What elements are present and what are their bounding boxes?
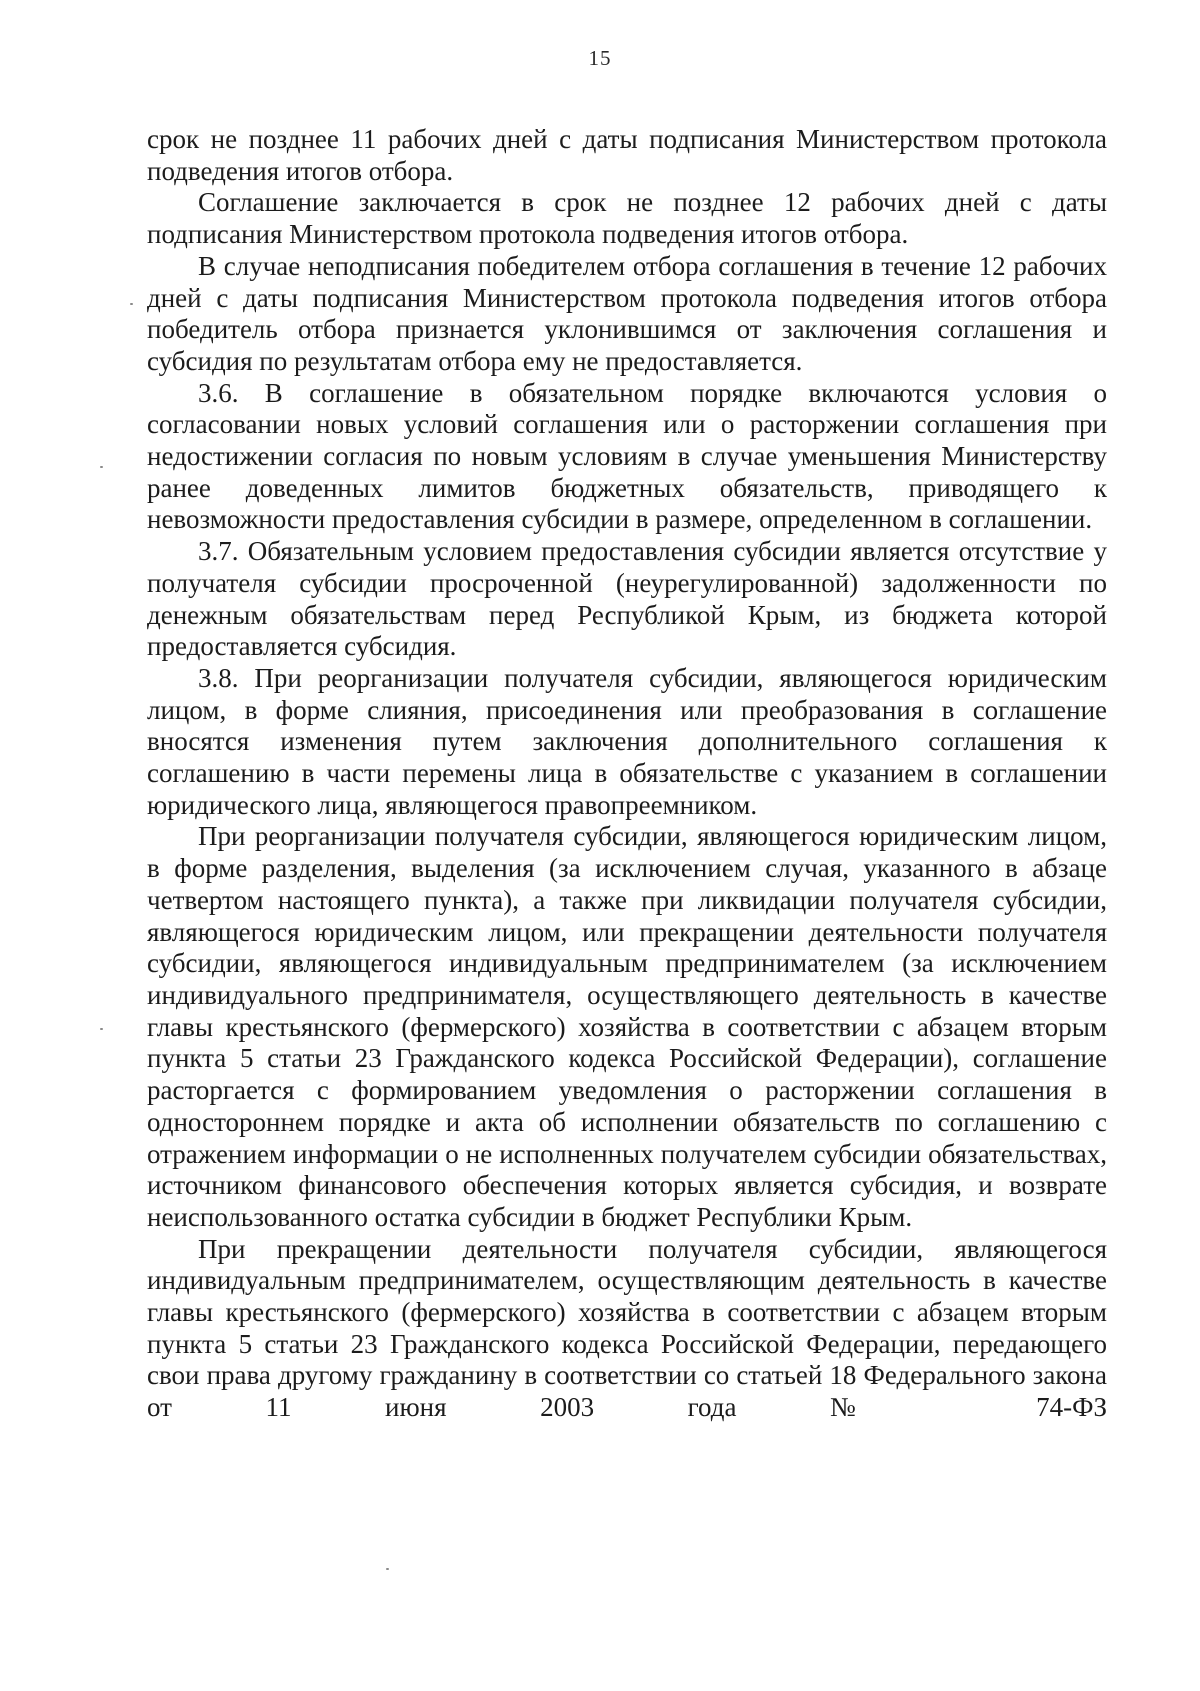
scan-speck xyxy=(130,303,133,305)
scan-speck xyxy=(386,1568,389,1570)
paragraph-3-8: 3.8. При реорганизации получателя субсидии, являющегося юридическим лицом, в форме слияния, присоединения или преобразования в соглашение вносятся изменения путем заключения дополнительного соглашения к соглашению в части перемены лица в обязательстве с указанием в соглашении юридического лица, являющегося правопреемником. xyxy=(147,662,1107,820)
paragraph-reorganization: При реорганизации получателя субсидии, являющегося юридическим лицом, в форме разделения, выделения (за исключением случая, указанного в абзаце четвертом настоящего пункта), а также при ликвидации получателя субсидии, являющегося юридическим лицом, или прекращении деятельности получателя субсидии, являющегося индивидуальным предпринимателем (за исключением индивидуального предпринимателя, осуществляющего деятельность в качестве главы крестьянского (фермерского) хозяйства в соответствии с абзацем вторым пункта 5 статьи 23 Гражданского кодекса Российской Федерации), соглашение расторгается с формированием уведомления о расторжении соглашения в одностороннем порядке и акта об исполнении обязательств по соглашению с отражением информации о не исполненных получателем субсидии обязательствах, источником финансового обеспечения которых является субсидия, и возврате неиспользованного остатка субсидии в бюджет Республики Крым. xyxy=(147,821,1107,1232)
paragraph-continuation: срок не позднее 11 рабочих дней с даты подписания Министерством протокола подведения итогов отбора. xyxy=(147,124,1107,186)
scan-speck xyxy=(100,1028,103,1030)
paragraph-termination: При прекращении деятельности получателя субсидии, являющегося индивидуальным предпринимателем, осуществляющим деятельность в качестве главы крестьянского (фермерского) хозяйства в соответствии с абзацем вторым пункта 5 статьи 23 Гражданского кодекса Российской Федерации, передающего свои права другому гражданину в соответствии со статьей 18 Федерального закона от 11 июня 2003 года № 74-ФЗ xyxy=(147,1233,1107,1423)
paragraph-3-7: 3.7. Обязательным условием предоставления субсидии является отсутствие у получателя субсидии просроченной (неурегулированной) задолженности по денежным обязательствам перед Республикой Крым, из бюджета которой предоставляется субсидия. xyxy=(147,536,1107,662)
page-number: 15 xyxy=(588,46,612,70)
paragraph-agreement-term: Соглашение заключается в срок не позднее 12 рабочих дней с даты подписания Министерством протокола подведения итогов отбора. xyxy=(147,187,1107,250)
paragraph-non-signing: В случае неподписания победителем отбора соглашения в течение 12 рабочих дней с даты подписания Министерством протокола подведения итогов отбора победитель отбора признается уклонившимся от заключения соглашения и субсидия по результатам отбора ему не предоставляется. xyxy=(147,250,1107,376)
paragraph-3-6: 3.6. В соглашение в обязательном порядке включаются условия о согласовании новых условий соглашения или о расторжении соглашения при недостижении согласия по новым условиям в случае уменьшения Министерству ранее доведенных лимитов бюджетных обязательств, приводящего к невозможности предоставления субсидии в размере, определенном в соглашении. xyxy=(147,377,1107,535)
scan-speck xyxy=(100,466,103,468)
document-body xyxy=(147,124,1107,1424)
